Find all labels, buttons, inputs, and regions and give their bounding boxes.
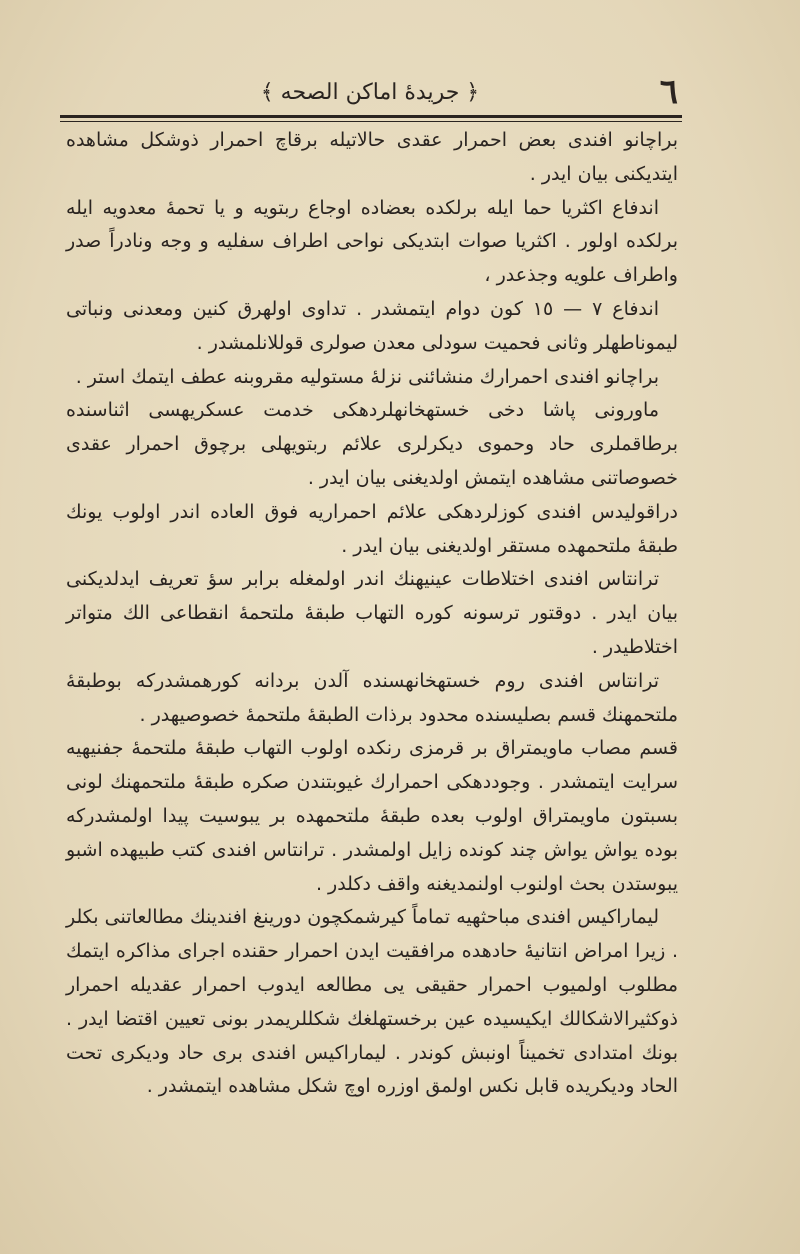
paragraph: قسم مصاب ماويمتراق بر قرمزى رنكده اولوب التهاب طبقهٔ ملتحمهٔ جفنيهيه سرايت ايتمشدر . وجوددهكى احمرارك غيوبتندن صكره طبقهٔ ملتحمهنك لونى بسبتون ماويمتراق اولوب بعده طبقهٔ ملتحمهده بر يبوسيت پيدا اولمشدركه بوده يواش يواش چند كونده زايل اولمشدر . ترانتاس افندى كتب طبيهده اشبو يبوستدن بحث اولنوب اولنمديغنه واقف دكلدر . [66,737,678,895]
paragraph: براچانو افندى بعض احمرار عقدى حالاتيله برقاچ احمرار ذوشكل مشاهده ايتديكنى بيان ايدر . [66,129,678,185]
paragraph: اندفاع اكثريا حما ايله برلكده بعضاده اوجاع ربتويه و يا تحمهٔ معدويه ايله برلكده اولور . اكثريا صوات ابتديكى نواحى اطراف سفليه و وجه ونادراً صدر واطراف علويه وجذعدر ، [66,196,678,287]
paragraph: ترانتاس افندى اختلاطات عينيهنك اندر اولمغله برابر سؤ تعريف ايدلديكنى بيان ايدر . دوقتور ترسونه كوره التهاب طبقهٔ ملتحمهٔ انقطاعى الك متواتر اختلاطيدر . [66,568,678,658]
paragraph: دراقوليدس افندى كوزلردهكى علائم احمراريه فوق العاده اندر اولوب يونك طبقهٔ ملتحمهده مستقر اولديغنى بيان ايدر . [66,500,678,557]
body-text [66,124,678,1104]
header-rule-thin [60,121,682,122]
paragraph: ماورونى پاشا دخى خستهخانهلردهكى خدمت عسكريهسى اثناسنده برطاقملرى حاد وحموى ديكرلرى علائم ربتويهلى برچوق احمرار عقدى خصوصاتنى مشاهده ايتمش اولديغنى بيان ايدر . [66,399,678,489]
paragraph: براچانو افندى احمرارك منشائنى نزلهٔ مستوليه مقروبنه عطف ايتمك استر . [75,365,659,388]
paragraph: اندفاع ٧ — ١٥ كون دوام ايتمشدر . تداوى اولهرق كنين ومعدنى ونباتى ليموناطهلر وثانى فحميت سودلى معدن صولرى قوللانلمشدر . [66,297,678,354]
page-header [62,72,678,116]
running-title: ﴿ جريدهٔ اماكن الصحه ﴾ [260,80,480,105]
paragraph: ترانتاس افندى روم خستهخانهسنده آلدن بردانه كورهمشدركه بوطبقهٔ ملتحمهنك قسم بصليسنده محدود برذات الطبقهٔ ملتحمهٔ خصوصيهدر . [66,669,678,726]
header-rule-thick [60,115,682,118]
paragraph: ليماراكيس افندى مباحثهيه تماماً كيرشمكچون دورينغ افندينك مطالعاتنى بكلر . زيرا امراض انتانيهٔ حادهده مرافقيت ايدن احمرار حقنده اجراى مذاكره ايتمك مطلوب اولميوب احمرار حقيقى يى مطالعه ايدوب احمرار عقدیله احمرار ذوكثيرالاشكالك ايكيسيده عين برخستهلغك شكللريمدر بونى تعيين اقتضا ايدر . بونك امتدادى تخميناً اونبش كوندر . ليماراكيس افندى برى حاد وديكرى تحت الحاد وديكريده قابل نكس اولمق اوزره اوچ شكل مشاهده ايتمشدر . [66,906,678,1098]
page-number: ٦ [659,72,678,112]
